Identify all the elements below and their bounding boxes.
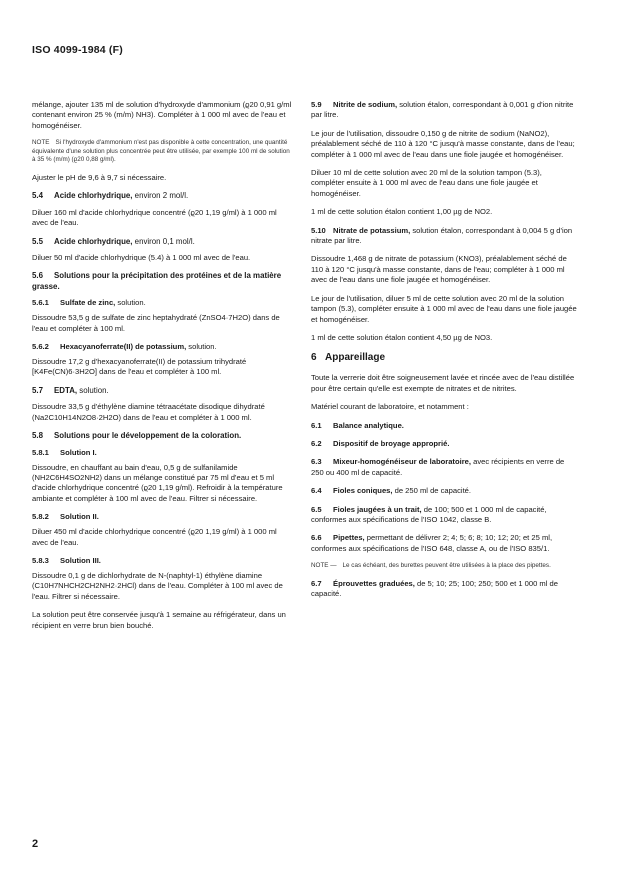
- section-paragraph: 5.9 Nitrite de sodium, solution étalon, correspondant à 0,001 g d'ion nitrite par litre.: [311, 100, 574, 120]
- paragraph: Dissoudre 53,5 g de sulfate de zinc heptahydraté (ZnSO4·7H2O) dans de l'eau et compléter à 100 ml.: [32, 313, 280, 333]
- note-text: Si l'hydroxyde d'ammonium n'est pas disponible à cette concentration, une quantité équivalente d'une solution plus concentrée peut être utilisée, par exemple 100 ml de solution à 35 % (m/m) (ϱ20 0,88 g/ml).: [32, 139, 290, 164]
- section-paragraph: 6.6 Pipettes, permettant de délivrer 2; 4; 5; 6; 8; 10; 12; 20; et 25 ml, conformes aux spécifications de l'ISO 648, classe A, ou de l'ISO 835/1.: [311, 533, 553, 553]
- right-column: [311, 100, 577, 608]
- section-paragraph: 6.5 Fioles jaugées à un trait, de 100; 500 et 1 000 ml de capacité, conformes aux spécifications de l'ISO 1042, classe B.: [311, 504, 547, 524]
- paragraph: Dissoudre 0,1 g de dichlorhydrate de N-(naphtyl-1) éthylène diamine (C10H7NHCH2CH2NH2·2HCl) dans de l'eau. Compléter à 100 ml avec de l'eau. Filtrer si nécessaire.: [32, 570, 283, 601]
- paragraph: La solution peut être conservée jusqu'à 1 semaine au réfrigérateur, dans un récipient en verre brun bien bouché.: [32, 610, 286, 630]
- section-paragraph: 5.10 Nitrate de potassium, solution étalon, correspondant à 0,004 5 g d'ion nitrate par litre.: [311, 225, 573, 246]
- section-paragraph: 6.1 Balance analytique.: [311, 420, 404, 430]
- paragraph: Le jour de l'utilisation, diluer 5 ml de cette solution avec 20 ml de la solution tampon (5.3), compléter ensuite à 1 000 ml avec de l'eau dans une fiole jaugée et homogénéiser.: [311, 293, 577, 324]
- section-heading: 5.5 Acide chlorhydrique, environ 0,1 mol/l.: [32, 236, 195, 246]
- paragraph: Diluer 10 ml de cette solution avec 20 ml de la solution tampon (5.3), compléter ensuite à 1 000 ml avec de l'eau dans une fiole jaugée et homogénéiser.: [311, 168, 542, 198]
- subsection-heading: 5.6.1 Sulfate de zinc, solution.: [32, 298, 146, 308]
- paragraph: Dissoudre, en chauffant au bain d'eau, 0,5 g de sulfanilamide (NH2C6H4SO2NH2) dans un mélange constitué par 75 ml d'eau et 5 ml d'acide chlorhydrique concentré (ϱ20 1,19 g/ml). Refroidir à la température ambiante et compléter à 100 ml avec de l'eau. Filtrer si nécessaire.: [32, 462, 283, 503]
- section-heading: 5.8 Solutions pour le développement de la coloration.: [32, 431, 242, 441]
- section-heading: 5.6 Solutions pour la précipitation des protéines et de la matière grasse.: [32, 271, 282, 291]
- paragraph: Matériel courant de laboratoire, et notamment :: [311, 402, 469, 412]
- section-paragraph: 6.7 Éprouvettes graduées, de 5; 10; 25; 100; 250; 500 et 1 000 ml de capacité.: [311, 578, 558, 599]
- paragraph: Diluer 450 ml d'acide chlorhydrique concentré (ϱ20 1,19 g/ml) à 1 000 ml avec de l'eau.: [32, 527, 277, 547]
- document-header: ISO 4099-1984 (F): [32, 44, 123, 56]
- paragraph: Toute la verrerie doit être soigneusement lavée et rincée avec de l'eau distillée pour être certain qu'elle est exempte de nitrates et de nitrites.: [311, 373, 575, 393]
- section-heading: 5.7 EDTA, solution.: [32, 385, 109, 395]
- paragraph: Dissoudre 33,5 g d'éthylène diamine tétraacétate disodique dihydraté (Na2C10H14N2O8·2H2O) dans de l'eau et compléter à 1 000 ml.: [32, 402, 265, 422]
- paragraph: 1 ml de cette solution étalon contient 1,00 µg de NO2.: [311, 207, 493, 217]
- note: [311, 562, 577, 571]
- note-label: NOTE —: [311, 562, 337, 570]
- paragraph: Diluer 50 ml d'acide chlorhydrique (5.4) à 1 000 ml avec de l'eau.: [32, 253, 251, 263]
- section-paragraph: 6.2 Dispositif de broyage approprié.: [311, 438, 450, 448]
- paragraph: Dissoudre 17,2 g d'hexacyanoferrate(II) de potassium trihydraté [K4Fe(CN)6·3H2O] dans de l'eau et compléter à 100 ml.: [32, 357, 247, 377]
- subsection-heading: 5.8.3 Solution III.: [32, 555, 101, 565]
- paragraph: Ajuster le pH de 9,6 à 9,7 si nécessaire.: [32, 173, 167, 182]
- note-label: NOTE: [32, 139, 50, 147]
- paragraph: Le jour de l'utilisation, dissoudre 0,150 g de nitrite de sodium (NaNO2), préalablement séché de 110 à 120 °C jusqu'à masse constante, dans de l'eau; compléter à 1 000 ml avec de l'eau dans une fiole jaugée et homogénéiser.: [311, 128, 575, 159]
- section-heading: 5.4 Acide chlorhydrique, environ 2 mol/l.: [32, 191, 189, 201]
- paragraph: mélange, ajouter 135 ml de solution d'hydroxyde d'ammonium (ϱ20 0,91 g/ml contenant environ 25 % (m/m) NH3). Compléter à 1 000 ml avec de l'eau et homogénéiser.: [32, 100, 292, 130]
- page-number: 2: [32, 838, 39, 850]
- subsection-heading: 5.8.1 Solution I.: [32, 447, 97, 457]
- note: [32, 139, 294, 165]
- section-paragraph: 6.3 Mixeur-homogénéiseur de laboratoire, avec récipients en verre de 250 ou 400 ml de capacité.: [311, 457, 565, 477]
- section-paragraph: 6.4 Fioles coniques, de 250 ml de capacité.: [311, 486, 472, 496]
- note-text: Le cas échéant, des burettes peuvent être utilisées à la place des pipettes.: [342, 562, 551, 570]
- paragraph: Diluer 160 ml d'acide chlorhydrique concentré (ϱ20 1,19 g/ml) à 1 000 ml avec de l'eau.: [32, 207, 277, 228]
- subsection-heading: 5.8.2 Solution II.: [32, 512, 99, 522]
- paragraph: Dissoudre 1,468 g de nitrate de potassium (KNO3), préalablement séché de 110 à 120 °C jusqu'à masse constante, dans de l'eau; compléter à 1 000 ml avec de l'eau dans une fiole jaugée et homogénéiser.: [311, 254, 567, 285]
- paragraph: 1 ml de cette solution étalon contient 4,50 µg de NO3.: [311, 332, 493, 342]
- chapter-heading: 6 Appareillage: [311, 352, 386, 364]
- left-column: [32, 100, 294, 639]
- subsection-heading: 5.6.2 Hexacyanoferrate(II) de potassium, solution.: [32, 342, 217, 352]
